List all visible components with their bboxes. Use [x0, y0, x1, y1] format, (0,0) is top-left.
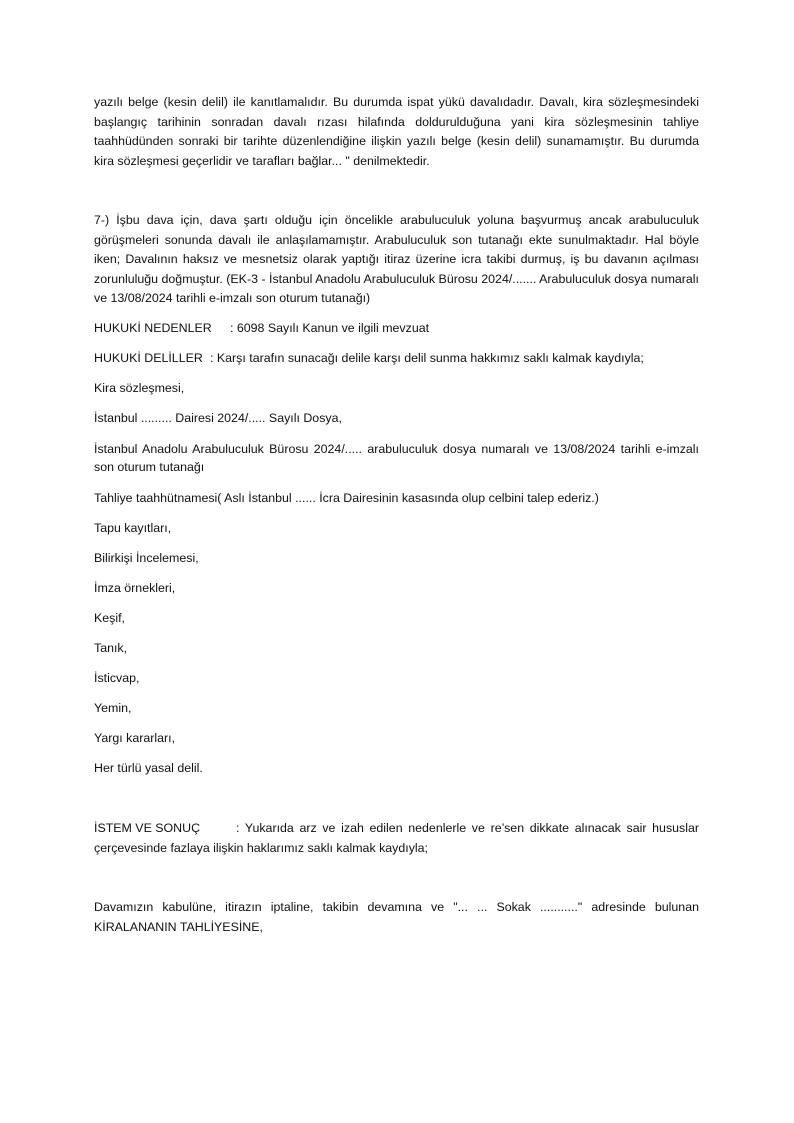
evidence-tapu: Tapu kayıtları, [94, 521, 172, 535]
evidence-imza: İmza örnekleri, [94, 581, 176, 595]
hukuki-nedenler-label: HUKUKİ NEDENLER [94, 321, 212, 335]
evidence-yemin: Yemin, [94, 701, 132, 715]
hukuki-deliller-label: HUKUKİ DELİLLER [94, 351, 203, 365]
paragraph-7: 7-) İşbu dava için, dava şartı olduğu için öncelikle arabuluculuk yoluna başvurmuş ancak arabuluculuk görüşmeleri sonunda davalı ile anlaşılamamıştır. Arabuluculuk son tutanağı ekte sunulmaktadır. Hal böyle iken; Davalının haksız ve mesnetsiz olarak yaptığı itiraz üzerine icra takibi durmuş, iş bu davanın açılması zorunluluğu doğmuştur. (EK-3 - İstanbul Anadolu Arabuluculuk Bürosu 2024/....... Arabuluculuk dosya numaralı ve 13/08/2024 tarihli e-imzalı son oturum tutanağı) [94, 213, 699, 305]
hukuki-nedenler-line [94, 320, 429, 336]
evidence-isticvap: İsticvap, [94, 671, 140, 685]
evidence-yargi: Yargı kararları, [94, 731, 176, 745]
evidence-kesif: Keşif, [94, 611, 125, 625]
evidence-her-turlu: Her türlü yasal delil. [94, 761, 203, 775]
istem-text: : Yukarıda arz ve izah edilen nedenlerle ve re’sen dikkate alınacak sair hususlar çerçevesinde fazlaya ilişkin haklarımız saklı kalmak kaydıyla; [94, 821, 699, 855]
intro-paragraph: yazılı belge (kesin delil) ile kanıtlamalıdır. Bu durumda ispat yükü davalıdadır. Davalı, kira sözleşmesindeki başlangıç tarihinin sonradan davalı rızası hilafında doldurulduğuna yani kira sözleşmesinin tahliye taahhüdünden sonraki bir tarihte düzenlendiğine ilişkin yazılı belge (kesin delil) sunamamıştır. Bu durumda kira sözleşmesi geçerlidir ve tarafları bağlar... " denilmektedir. [94, 95, 699, 168]
final-paragraph: Davamızın kabulüne, itirazın iptaline, takibin devamına ve "... ... Sokak ..........." adresinde bulunan KİRALANANIN TAHLİYESİNE, [94, 900, 699, 934]
istem-paragraph [94, 819, 699, 858]
hukuki-deliller-text: : Karşı tarafın sunacağı delile karşı delil sunma hakkımız saklı kalmak kaydıyla; [210, 351, 644, 365]
evidence-kira: Kira sözleşmesi, [94, 381, 185, 395]
evidence-tahliye: Tahliye taahhütnamesi( Aslı İstanbul ...... İcra Dairesinin kasasında olup celbini talep ederiz.) [94, 491, 599, 505]
hukuki-deliller-line [94, 350, 644, 366]
evidence-arabuluculuk: İstanbul Anadolu Arabuluculuk Bürosu 2024/..... arabuluculuk dosya numaralı ve 13/08/2024 tarihli e-imzalı son oturum tutanağı [94, 442, 699, 474]
evidence-bilirkisi: Bilirkişi İncelemesi, [94, 551, 199, 565]
istem-label: İSTEM VE SONUÇ [94, 821, 201, 835]
evidence-daire: İstanbul ......... Dairesi 2024/..... Sayılı Dosya, [94, 411, 342, 425]
hukuki-nedenler-text: : 6098 Sayılı Kanun ve ilgili mevzuat [230, 321, 430, 335]
evidence-tanik: Tanık, [94, 641, 128, 655]
